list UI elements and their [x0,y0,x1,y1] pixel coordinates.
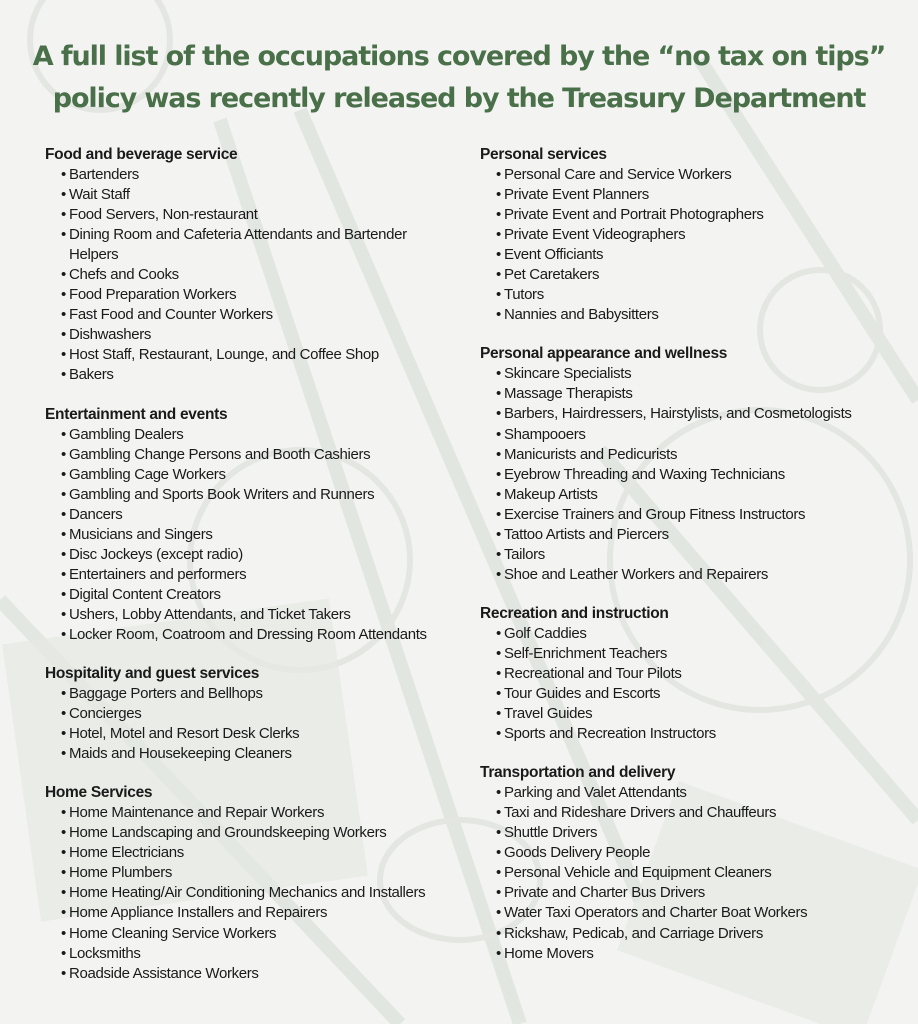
list-item: • Parking and Valet Attendants [496,783,910,803]
section-heading: Personal appearance and wellness [480,345,728,363]
list-item: • Home Appliance Installers and Repairers [61,903,449,923]
list-item: • Shampooers [496,425,910,445]
list-item: • Digital Content Creators [61,585,449,605]
list-item: • Home Heating/Air Conditioning Mechanics and Installers [61,883,449,903]
list-item: • Dishwashers [61,325,449,345]
section-heading: Recreation and instruction [480,604,669,622]
occupation-list [480,624,910,744]
section-heading: Entertainment and events [45,405,228,423]
list-item: • Gambling and Sports Book Writers and Runners [61,485,449,505]
list-item: • Home Landscaping and Groundskeeping Workers [61,823,449,843]
section-home-services [45,783,465,983]
list-item: • Rickshaw, Pedicab, and Carriage Drivers [496,924,910,944]
list-item: • Private Event Videographers [496,225,910,245]
list-item: • Home Cleaning Service Workers [61,924,449,944]
section-personal-appearance-and-wellness [480,344,910,585]
section-transportation-and-delivery [480,763,910,963]
list-item: • Shoe and Leather Workers and Repairers [496,565,910,585]
page-title [0,36,918,120]
list-item: • Private Event and Portrait Photographers [496,205,910,225]
list-item: • Eyebrow Threading and Waxing Technicians [496,465,910,485]
list-item: • Taxi and Rideshare Drivers and Chauffeurs [496,803,910,823]
list-item: • Baggage Porters and Bellhops [61,684,449,704]
list-item: • Goods Delivery People [496,843,910,863]
list-item: • Skincare Specialists [496,364,910,384]
list-item: • Food Servers, Non-restaurant [61,205,449,225]
list-item: • Dancers [61,505,449,525]
section-personal-services [480,145,910,325]
list-item: • Entertainers and performers [61,565,449,585]
occupation-list [45,803,465,983]
list-item: • Fast Food and Counter Workers [61,305,449,325]
right-column [480,145,910,983]
section-heading: Personal services [480,146,607,163]
occupation-list [45,425,465,646]
list-item: • Maids and Housekeeping Cleaners [61,744,449,764]
list-item: • Manicurists and Pedicurists [496,445,910,465]
list-item: • Wait Staff [61,185,449,205]
section-heading: Hospitality and guest services [45,665,260,683]
section-heading: Food and beverage service [45,146,238,163]
section-recreation-and-instruction [480,604,910,744]
occupation-list [45,684,465,764]
list-item: • Private Event Planners [496,185,910,205]
list-item: • Exercise Trainers and Group Fitness Instructors [496,505,910,525]
list-item: • Barbers, Hairdressers, Hairstylists, and Cosmetologists [496,404,910,424]
list-item: • Water Taxi Operators and Charter Boat Workers [496,903,910,923]
title-line-2: policy was recently released by the Treasury Department [52,83,866,114]
list-item: • Home Maintenance and Repair Workers [61,803,449,823]
list-item: • Personal Vehicle and Equipment Cleaners [496,863,910,883]
list-item: • Hotel, Motel and Resort Desk Clerks [61,724,449,744]
list-item: • Tattoo Artists and Piercers [496,525,910,545]
list-item: • Tutors [496,285,910,305]
list-item: • Sports and Recreation Instructors [496,724,910,744]
list-item: • Home Electricians [61,843,449,863]
list-item: • Pet Caretakers [496,265,910,285]
list-item: • Home Plumbers [61,863,449,883]
occupation-list [45,165,465,386]
list-item: • Private and Charter Bus Drivers [496,883,910,903]
list-item: • Tour Guides and Escorts [496,684,910,704]
list-item: • Home Movers [496,944,910,964]
list-item: • Bartenders [61,165,449,185]
section-heading: Home Services [45,784,153,802]
list-item: • Event Officiants [496,245,910,265]
list-item: • Locker Room, Coatroom and Dressing Room Attendants [61,625,449,645]
title-line-1: A full list of the occupations covered by the “no tax on tips” [32,41,886,72]
list-item: • Gambling Dealers [61,425,449,445]
list-item: • Gambling Cage Workers [61,465,449,485]
list-item: • Shuttle Drivers [496,823,910,843]
list-item: • Host Staff, Restaurant, Lounge, and Coffee Shop [61,345,449,365]
list-item: • Gambling Change Persons and Booth Cashiers [61,445,449,465]
occupation-list [480,165,910,325]
section-heading: Transportation and delivery [480,764,676,782]
list-item: • Recreational and Tour Pilots [496,664,910,684]
list-item: • Personal Care and Service Workers [496,165,910,185]
list-item: • Travel Guides [496,704,910,724]
list-item: • Makeup Artists [496,485,910,505]
list-item: • Dining Room and Cafeteria Attendants and Bartender Helpers [61,225,449,265]
left-column [45,145,465,1003]
list-item: • Tailors [496,545,910,565]
list-item: • Ushers, Lobby Attendants, and Ticket Takers [61,605,449,625]
list-item: • Disc Jockeys (except radio) [61,545,449,565]
list-item: • Musicians and Singers [61,525,449,545]
section-food-and-beverage-service [45,145,465,386]
section-hospitality-and-guest-services [45,664,465,764]
occupation-list [480,364,910,585]
list-item: • Locksmiths [61,944,449,964]
list-item: • Massage Therapists [496,384,910,404]
list-item: • Bakers [61,365,449,385]
list-item: • Food Preparation Workers [61,285,449,305]
list-item: • Nannies and Babysitters [496,305,910,325]
list-item: • Roadside Assistance Workers [61,964,449,984]
list-item: • Self-Enrichment Teachers [496,644,910,664]
list-item: • Concierges [61,704,449,724]
list-item: • Golf Caddies [496,624,910,644]
section-entertainment-and-events [45,405,465,646]
list-item: • Chefs and Cooks [61,265,449,285]
occupation-list [480,783,910,963]
